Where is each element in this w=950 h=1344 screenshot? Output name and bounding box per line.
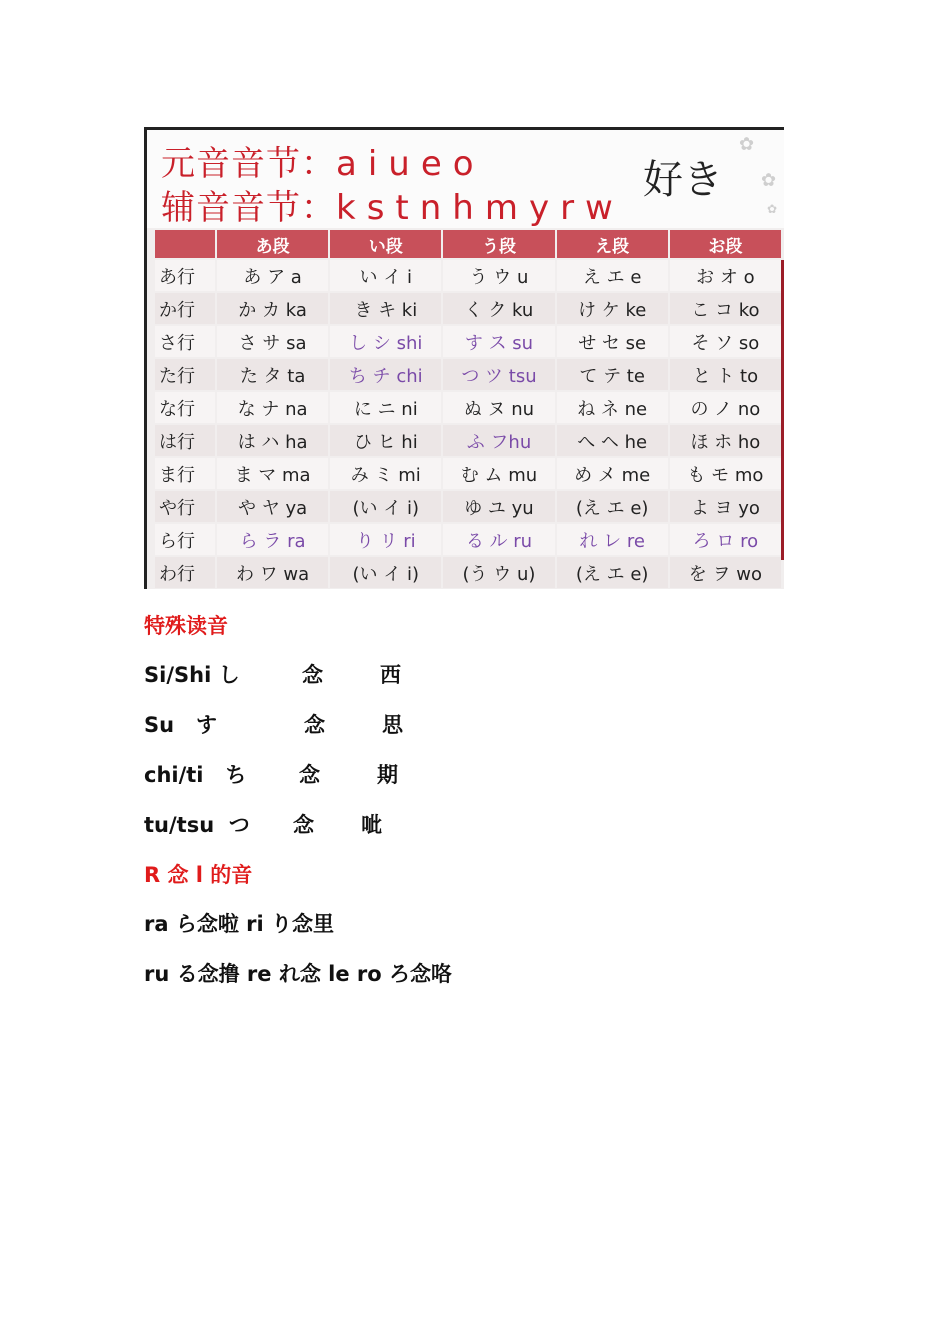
table-row [155,491,781,522]
sakura-decoration-icon: ✿ [761,170,777,191]
kana-cell: い イ i [330,260,441,291]
romaji-kana: chi/ti ち [144,763,247,787]
vowel-line [161,136,485,185]
table-row [155,425,781,456]
table-header-row [155,230,781,258]
sakura-decoration-icon: ✿ [739,134,755,155]
chart-banner [147,130,784,228]
kana-cell: く ク ku [443,293,554,324]
kana-cell: て テ te [557,359,668,390]
r-reading-line-1: ra ら念啦 ri り念里 [144,912,335,936]
kana-cell: れ レ re [557,524,668,555]
kana-cell: ぬ ヌ nu [443,392,554,423]
column-header: え段 [557,230,668,258]
row-header: や行 [155,491,215,522]
suki-text: 好き [643,157,723,203]
kana-cell: さ サ sa [217,326,328,357]
kana-cell: (え エ e) [557,491,668,522]
r-reading-heading: R 念 l 的音 [144,863,253,887]
kana-cell: あ ア a [217,260,328,291]
table-row [155,524,781,555]
romaji-kana: Si/Shi し [144,663,240,687]
romaji-kana: tu/tsu つ [144,813,250,837]
consonant-line [161,180,624,229]
reading-hanzi: 期 [377,763,398,787]
kana-cell: お オ o [670,260,781,291]
kana-cell: え エ e [557,260,668,291]
table-row [155,359,781,390]
kana-cell: ら ラ ra [217,524,328,555]
table-row [155,458,781,489]
kana-cell: (い イ i) [330,491,441,522]
kana-cell: は ハ ha [217,425,328,456]
row-header: わ行 [155,557,215,588]
chart-edge-divider [781,260,784,560]
kana-cell: ろ ロ ro [670,524,781,555]
kana-cell: よ ヨ yo [670,491,781,522]
table-row [155,326,781,357]
reading-hanzi: 呲 [361,813,382,837]
row-header: た行 [155,359,215,390]
kana-cell: (う ウ u) [443,557,554,588]
column-header: う段 [443,230,554,258]
row-header: ら行 [155,524,215,555]
nian-word: 念 [299,763,320,787]
vowel-letters: aiueo [336,144,485,184]
kana-cell: わ ワ wa [217,557,328,588]
kana-cell: と ト to [670,359,781,390]
kana-cell: み ミ mi [330,458,441,489]
kana-table [153,228,783,589]
kana-cell: ち チ chi [330,359,441,390]
table-row [155,260,781,291]
kana-cell: う ウ u [443,260,554,291]
kana-cell: た タ ta [217,359,328,390]
kana-cell: む ム mu [443,458,554,489]
row-header: ま行 [155,458,215,489]
special-reading-line [144,759,398,789]
kana-cell: す ス su [443,326,554,357]
column-header: い段 [330,230,441,258]
reading-hanzi: 西 [380,663,401,687]
kana-cell: せ セ se [557,326,668,357]
kana-cell: ゆ ユ yu [443,491,554,522]
kana-cell: ま マ ma [217,458,328,489]
romaji-kana: Su す [144,713,218,737]
nian-word: 念 [302,663,323,687]
row-header: な行 [155,392,215,423]
row-header: か行 [155,293,215,324]
kana-cell: か カ ka [217,293,328,324]
column-header: お段 [670,230,781,258]
kana-cell: し シ shi [330,326,441,357]
vowel-prefix: 元音音节： [161,144,336,184]
row-header: あ行 [155,260,215,291]
kana-cell: こ コ ko [670,293,781,324]
special-reading-line [144,809,382,839]
row-header: は行 [155,425,215,456]
sakura-decoration-icon: ✿ [767,202,778,216]
kana-cell: ふ フhu [443,425,554,456]
kana-cell: つ ツ tsu [443,359,554,390]
kana-cell: な ナ na [217,392,328,423]
kana-cell: ひ ヒ hi [330,425,441,456]
kana-cell: (い イ i) [330,557,441,588]
kana-cell: き キ ki [330,293,441,324]
kana-cell: め メ me [557,458,668,489]
kana-cell: (え エ e) [557,557,668,588]
table-row [155,293,781,324]
r-reading-line-2: ru る念撸 re れ念 le ro ろ念咯 [144,962,452,986]
row-header: さ行 [155,326,215,357]
table-corner-cell [155,230,215,258]
table-row [155,392,781,423]
special-reading-line [144,659,401,689]
nian-word: 念 [304,713,325,737]
kana-cell: け ケ ke [557,293,668,324]
kana-cell: ほ ホ ho [670,425,781,456]
kana-cell: り リ ri [330,524,441,555]
consonant-letters: kstnhmyrw [336,188,624,228]
kana-cell: に ニ ni [330,392,441,423]
nian-word: 念 [293,813,314,837]
kana-cell: を ヲ wo [670,557,781,588]
consonant-prefix: 辅音音节： [161,188,336,228]
kana-cell: ね ネ ne [557,392,668,423]
column-header: あ段 [217,230,328,258]
special-reading-line [144,709,403,739]
reading-hanzi: 思 [382,713,403,737]
kana-cell: も モ mo [670,458,781,489]
kana-chart-image [144,127,784,589]
special-reading-heading: 特殊读音 [144,614,228,638]
kana-cell: の ノ no [670,392,781,423]
kana-cell: る ル ru [443,524,554,555]
table-row [155,557,781,588]
kana-cell: へ ヘ he [557,425,668,456]
kana-cell: そ ソ so [670,326,781,357]
kana-cell: や ヤ ya [217,491,328,522]
